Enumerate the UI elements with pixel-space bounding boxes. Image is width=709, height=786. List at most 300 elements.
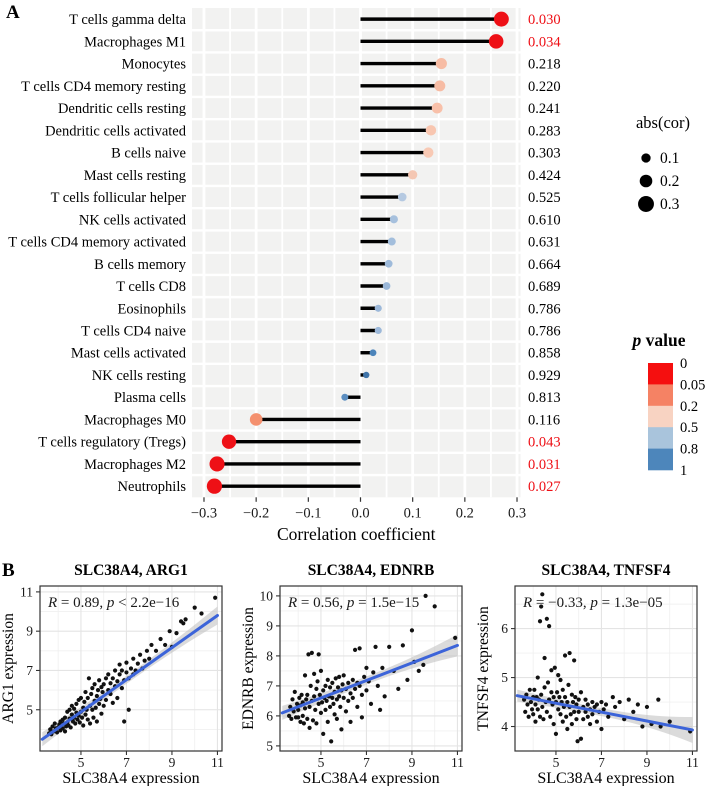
scatter-point [111,701,115,705]
scatter-point [311,718,315,722]
size-legend-dot [641,153,650,162]
scatter-point [115,696,119,700]
scatter-point [303,706,307,710]
scatter-point [378,708,382,712]
p-value-label: 0.027 [528,479,561,496]
p-value-label: 0.631 [528,234,561,251]
size-legend-title: abs(cor) [635,113,691,132]
scatter-point [199,611,203,615]
correlation-annotation: R = 0.56, p = 1.5e−15 [288,595,420,611]
color-legend-tick-label: 0.05 [680,377,706,394]
scatter-point [563,653,567,657]
scatter-point [362,675,366,679]
y-tick-label: 6 [266,708,273,724]
y-tick-label: 9 [266,618,273,634]
y-tick-label: 7 [26,662,33,678]
scatter-point [556,707,560,711]
scatter-point [81,723,85,727]
scatter-point [373,645,377,649]
scatter-point [586,702,590,706]
scatter-point [573,695,577,699]
scatter-point [599,700,603,704]
scatter-point [545,710,549,714]
p-value-label: 0.030 [528,12,561,29]
scatter-point [124,670,128,674]
panel-b-label: B [2,560,15,581]
p-value-label: 0.858 [528,345,561,362]
scatter-point [94,706,98,710]
x-tick-label: 7 [598,755,605,770]
row-label: Macrophages M0 [84,412,186,429]
scatter-point [668,720,672,724]
scatter-point [335,717,339,721]
scatter-point [108,681,112,685]
scatter-point [410,628,414,632]
scatter-point [568,651,572,655]
scatter-point [590,712,594,716]
row-label: T cells CD8 [116,279,186,296]
color-legend-block [648,363,673,385]
x-tick-label: 5 [77,755,85,770]
scatter-point [296,715,300,719]
color-legend-tick-label: 0.2 [680,398,699,415]
row-label: B cells memory [94,256,186,273]
x-axis-title: SLC38A4 expression [302,770,440,786]
scatter-point [124,661,128,665]
y-axis-title: EDNRB expression [240,607,257,730]
scatter-point [523,710,527,714]
scatter-point [586,715,590,719]
scatter-point [129,666,133,670]
scatter-point [590,700,594,704]
scatter-point [104,676,108,680]
scatter-point [337,675,341,679]
scatter-point [91,716,95,720]
row-label: T cells CD4 memory activated [8,234,186,251]
x-tick-label: 0.0 [351,505,370,522]
size-legend-label: 0.1 [660,150,680,167]
scatter-point [342,696,346,700]
scatter-point [542,656,546,660]
scatter-point [351,678,355,682]
scatter-plot-arg1 [0,558,240,786]
scatter-point [533,720,537,724]
x-tick-label: 11 [685,755,699,770]
scatter-point [95,694,99,698]
scatter-point [579,690,583,694]
scatter-point [417,669,421,673]
x-tick-label: −0.2 [243,505,270,522]
scatter-point [572,658,576,662]
scatter-point [563,695,567,699]
scatter-point [115,679,119,683]
row-label: Dendritic cells resting [57,101,186,118]
scatter-point [329,739,333,743]
scatter-point [301,714,305,718]
scatter-point [63,716,67,720]
scatter-point [536,675,540,679]
color-legend-block [648,449,673,471]
lollipop-dot [388,238,396,246]
scatter-point [339,727,343,731]
panel-a-label: A [6,2,20,23]
scatter-point [595,702,599,706]
lollipop-dot [222,435,236,449]
scatter-point [289,717,293,721]
scatter-point [557,695,561,699]
row-label: Macrophages M1 [84,34,186,51]
scatter-point [588,722,592,726]
scatter-point [574,717,578,721]
scatter-point [401,643,405,647]
scatter-point [656,697,660,701]
x-tick-label: 0.3 [507,505,527,522]
scatter-point [83,713,87,717]
scatter-point [86,696,90,700]
scatter-point [74,702,78,706]
p-value-label: 0.218 [528,56,561,73]
x-tick-label: −0.1 [295,505,322,522]
lollipop-dot [408,170,417,179]
scatter-point [538,619,542,623]
row-label: T cells follicular helper [50,190,186,207]
y-tick-label: 9 [26,623,33,639]
scatter-point [529,700,533,704]
scatter-point [312,694,316,698]
y-axis-title: ARG1 expression [0,613,17,724]
scatter-point [396,687,400,691]
scatter-point [595,720,599,724]
scatter-point [163,643,167,647]
scatter-point [546,680,550,684]
p-value-label: 0.813 [528,390,561,407]
scatter-point [346,681,350,685]
scatter-point [613,705,617,709]
row-label: T cells gamma delta [69,12,186,29]
scatter-point [314,687,318,691]
y-tick-label: 6 [501,621,508,637]
scatter-point [149,643,153,647]
scatter-point [330,681,334,685]
scatter-point [348,720,352,724]
scatter-point [72,707,76,711]
scatter-point [97,702,101,706]
scatter-point [303,673,307,677]
scatter-point [333,712,337,716]
scatter-point [530,707,534,711]
x-tick-label: 9 [643,755,651,770]
scatter-point [321,688,325,692]
scatter-point [122,719,126,723]
lollipop-dot [423,147,433,157]
scatter-title: SLC38A4, ARG1 [74,562,188,579]
scatter-point [611,695,615,699]
p-value-label: 0.031 [528,456,561,473]
scatter-point [566,683,570,687]
scatter-point [604,702,608,706]
scatter-point [168,629,172,633]
scatter-point [532,688,536,692]
scatter-point [174,631,178,635]
scatter-point [82,700,86,704]
scatter-point [104,698,108,702]
color-legend-tick-label: 0.8 [680,441,699,458]
scatter-point [90,686,94,690]
x-tick-label: 9 [408,755,416,770]
scatter-point [376,684,380,688]
scatter-point [102,704,106,708]
x-tick-label: 5 [317,755,325,770]
color-legend-tick-label: 0.5 [680,420,699,437]
p-value-label: 0.929 [528,367,561,384]
y-tick-label: 5 [501,670,508,686]
scatter-point [583,697,587,701]
scatter-point [405,678,409,682]
scatter-point [528,688,532,692]
x-tick-label: 7 [363,755,370,770]
scatter-point [549,668,553,672]
scatter-point [320,700,324,704]
scatter-point [87,676,91,680]
scatter-point [312,672,316,676]
scatter-point [80,716,84,720]
scatter-point [337,694,341,698]
scatter-point [538,715,542,719]
scatter-point [147,657,151,661]
scatter-point [421,663,425,667]
scatter-point [342,673,346,677]
scatter-point [636,702,640,706]
scatter-point [95,719,99,723]
y-tick-label: 11 [20,584,33,600]
lollipop-dot [363,372,369,378]
p-value-label: 0.664 [528,256,561,273]
scatter-point [353,648,357,652]
scatter-point [344,709,348,713]
scatter-point [328,685,332,689]
scatter-point [158,637,162,641]
scatter-point [106,672,110,676]
scatter-point [63,729,67,733]
row-label: Neutrophils [117,479,186,496]
scatter-point [570,693,574,697]
lollipop-dot [434,80,445,91]
lollipop-dot [383,282,391,290]
scatter-point [69,725,73,729]
y-tick-label: 7 [266,678,273,694]
scatter-point [111,676,115,680]
scatter-point [326,678,330,682]
row-label: T cells CD4 naive [81,323,186,340]
scatter-point [307,705,311,709]
y-tick-label: 5 [26,702,33,718]
scatter-point [338,705,342,709]
scatter-point [364,688,368,692]
row-label: Mast cells resting [83,167,186,184]
scatter-point [323,708,327,712]
scatter-point [143,659,147,663]
scatter-point [336,685,340,689]
p-value-label: 0.786 [528,323,561,340]
scatter-point [571,700,575,704]
p-value-label: 0.116 [528,412,561,429]
y-tick-label: 10 [259,588,273,604]
row-label: NK cells activated [78,212,186,229]
scatter-point [89,692,93,696]
lollipop-dot [209,456,224,471]
scatter-point [102,682,106,686]
scatter-point [99,712,103,716]
scatter-point [118,662,122,666]
scatter-point [310,651,314,655]
scatter-point [353,687,357,691]
scatter-point [213,596,217,600]
p-value-label: 0.525 [528,190,561,207]
scatter-point [325,699,329,703]
scatter-point [549,690,553,694]
lollipop-dot [385,260,393,268]
scatter-point [525,702,529,706]
color-legend-title: p value [632,330,686,350]
scatter-point [328,705,332,709]
scatter-point [565,700,569,704]
scatter-point [547,624,551,628]
row-label: Dendritic cells activated [45,123,186,140]
scatter-point [113,668,117,672]
x-tick-label: 0.1 [403,505,422,522]
row-label: Mast cells activated [70,345,186,362]
row-label: Plasma cells [113,390,186,407]
scatter-point [380,666,384,670]
scatter-point [100,690,104,694]
scatter-point [570,722,574,726]
scatter-point [313,708,317,712]
scatter-point [554,732,558,736]
color-legend-tick-label: 0 [680,356,688,372]
scatter-point [369,702,373,706]
scatter-point [555,690,559,694]
scatter-point [305,717,309,721]
scatter-point [564,715,568,719]
scatter-point [577,697,581,701]
scatter-point [548,715,552,719]
size-legend-dot [640,175,653,188]
color-legend-block [648,406,673,428]
p-value-label: 0.610 [528,212,561,229]
p-value-label: 0.034 [528,34,561,51]
scatter-point [136,661,140,665]
scatter-point [305,693,309,697]
x-axis-title: SLC38A4 expression [62,770,200,786]
scatter-point [387,645,391,649]
x-tick-label: 11 [210,755,224,770]
y-tick-label: 4 [501,719,508,735]
x-tick-label: 11 [450,755,464,770]
scatter-point [351,696,355,700]
scatter-point [154,649,158,653]
scatter-point [346,699,350,703]
scatter-plot-tnfsf4 [475,558,709,786]
scatter-point [181,621,185,625]
lollipop-dot [250,413,263,426]
p-value-label: 0.303 [528,145,561,162]
color-legend-tick-label: 1 [680,463,688,479]
x-tick-label: 5 [552,755,560,770]
scatter-point [97,678,101,682]
lollipop-dot [207,479,222,494]
scatter-point [556,673,560,677]
scatter-point [358,646,362,650]
scatter-point [552,722,556,726]
p-value-label: 0.786 [528,301,561,318]
scatter-point [627,697,631,701]
scatter-point [83,690,87,694]
scatter-point [315,679,319,683]
scatter-point [569,712,573,716]
scatter-point [331,702,335,706]
scatter-point [120,668,124,672]
scatter-point [138,653,142,657]
row-label: T cells regulatory (Tregs) [38,434,186,451]
scatter-point [581,717,585,721]
scatter-point [131,657,135,661]
y-tick-label: 5 [266,738,273,754]
scatter-point [553,666,557,670]
p-value-label: 0.043 [528,434,561,451]
scatter-point [618,700,622,704]
lollipop-dot [432,103,443,114]
correlation-annotation: R = −0.33, p = 1.3e−05 [523,595,663,611]
scatter-point [78,720,82,724]
scatter-point [531,712,535,716]
scatter-point [118,672,122,676]
scatter-plot-ednrb [240,558,475,786]
scatter-title: SLC38A4, TNFSF4 [541,562,671,579]
scatter-point [631,710,635,714]
scatter-point [364,666,368,670]
scatter-point [184,617,188,621]
scatter-point [540,705,544,709]
scatter-point [323,684,327,688]
lollipop-dot [494,12,509,27]
scatter-point [527,715,531,719]
scatter-title: SLC38A4, EDNRB [307,562,435,579]
scatter-point [561,720,565,724]
lollipop-dot [426,125,436,135]
scatter-point [96,688,100,692]
scatter-point [645,705,649,709]
scatter-point [542,685,546,689]
scatter-point [640,724,644,728]
size-legend-label: 0.2 [660,173,680,190]
size-legend-label: 0.3 [660,196,680,213]
x-tick-label: 7 [123,755,130,770]
scatter-point [300,693,304,697]
scatter-point [575,739,579,743]
row-label: NK cells resting [91,367,186,384]
scatter-point [88,721,92,725]
scatter-point [309,684,313,688]
scatter-point [290,697,294,701]
scatter-point [127,708,131,712]
scatter-point [433,604,437,608]
scatter-point [319,669,323,673]
scatter-point [193,606,197,610]
p-value-label: 0.283 [528,123,561,140]
x-tick-label: 9 [168,755,176,770]
scatter-point [541,717,545,721]
row-label: T cells CD4 memory resting [21,78,186,95]
